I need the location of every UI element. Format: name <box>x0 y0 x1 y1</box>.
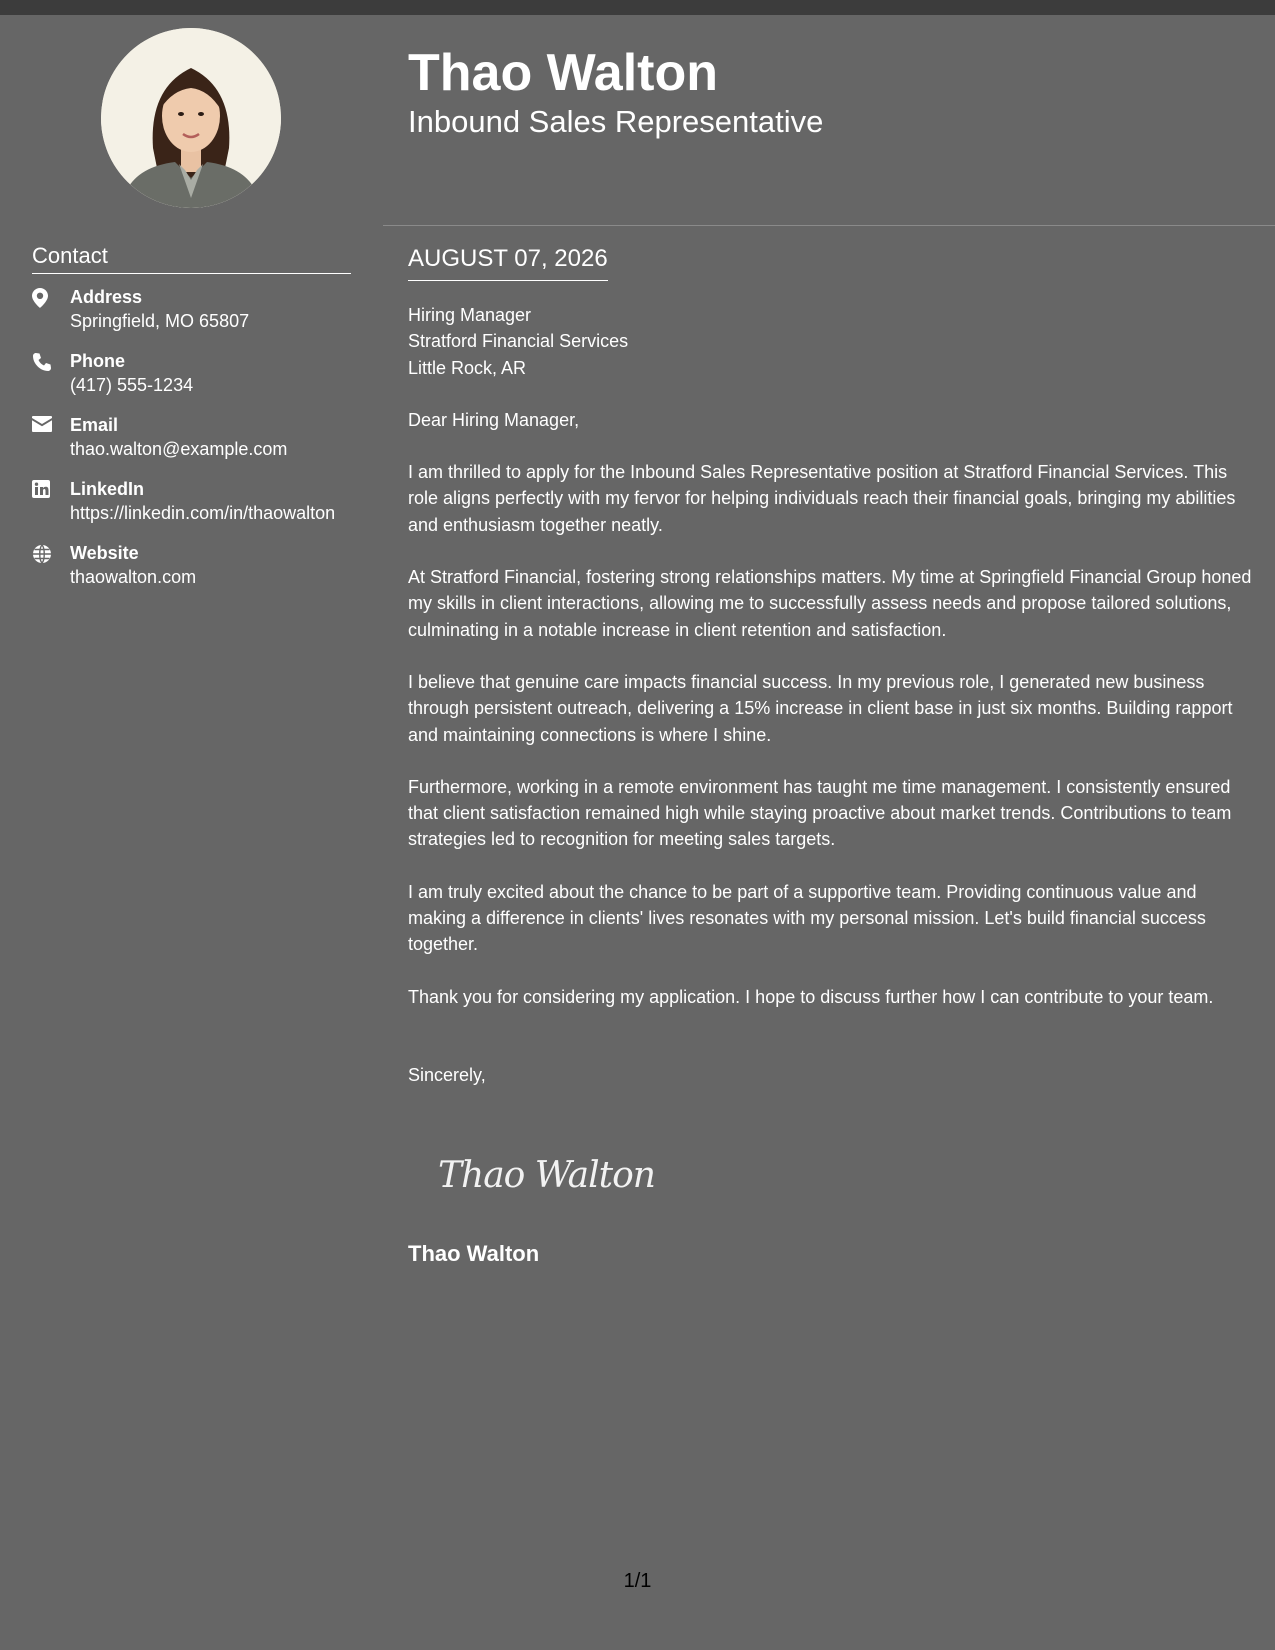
envelope-icon <box>32 413 70 461</box>
recipient-line: Little Rock, AR <box>408 357 527 378</box>
job-title: Inbound Sales Representative <box>408 104 824 139</box>
phone-icon <box>32 349 70 397</box>
contact-value: Springfield, MO 65807 <box>70 311 250 331</box>
recipient-line: Hiring Manager <box>408 305 532 325</box>
contact-label: Website <box>70 543 139 563</box>
contact-list <box>32 285 352 605</box>
contact-heading: Contact <box>32 241 351 274</box>
contact-label: Address <box>70 287 143 307</box>
salutation: Dear Hiring Manager, <box>408 409 580 430</box>
paragraph: Furthermore, working in a remote environment has taught me time management. I consistently ensured that client satisfaction remained high while staying proactive about market trends. Contributions to team strategies led to recognition for meeting sales targets. <box>408 776 1232 850</box>
contact-label: LinkedIn <box>70 479 145 499</box>
contact-value[interactable]: thaowalton.com <box>70 567 197 587</box>
closing: Sincerely, <box>408 1064 486 1085</box>
signer-name: Thao Walton <box>408 1241 540 1266</box>
contact-value[interactable]: thao.walton@example.com <box>70 439 288 459</box>
contact-item-phone <box>32 349 352 397</box>
portrait-illustration <box>101 28 281 208</box>
profile-photo <box>101 28 281 208</box>
header-divider <box>383 225 1275 226</box>
contact-value: (417) 555-1234 <box>70 375 194 395</box>
sidebar <box>0 15 383 1650</box>
linkedin-icon <box>32 477 70 525</box>
applicant-name: Thao Walton <box>408 44 719 102</box>
contact-label: Email <box>70 415 119 435</box>
signature: Thao Walton <box>438 1155 655 1196</box>
contact-item-linkedin <box>32 477 352 525</box>
top-bar <box>0 0 1275 15</box>
paragraph: I believe that genuine care impacts financial success. In my previous role, I generated new business through persistent outreach, delivering a 15% increase in client base in just six months. Building rapport and maintaining connections is where I shine. <box>408 671 1233 745</box>
paragraph: Thank you for considering my application. I hope to discuss further how I can contribute to your team. <box>408 986 1214 1007</box>
letter-date: AUGUST 07, 2026 <box>408 243 608 281</box>
paragraph: I am thrilled to apply for the Inbound Sales Representative position at Stratford Financial Services. This role aligns perfectly with my fervor for helping individuals reach their financial goals, bringing my abilities and enthusiasm together neatly. <box>408 462 1236 535</box>
contact-label: Phone <box>70 351 126 371</box>
letter-body <box>408 302 1253 1088</box>
paragraph: At Stratford Financial, fostering strong relationships matters. My time at Springfield Financial Group honed my skills in client interactions, allowing me to successfully assess needs and propose tailored solutions, culminating in a notable increase in client retention and satisfaction. <box>408 567 1252 640</box>
contact-value[interactable]: https://linkedin.com/in/thaowalton <box>70 503 336 523</box>
globe-icon <box>32 541 70 589</box>
map-pin-icon <box>32 285 70 333</box>
recipient-line: Stratford Financial Services <box>408 331 629 352</box>
contact-item-email <box>32 413 352 461</box>
contact-item-address <box>32 285 352 333</box>
recipient-block <box>408 302 1253 381</box>
page-number: 1/1 <box>623 1570 652 1592</box>
contact-item-website <box>32 541 352 589</box>
paragraph: I am truly excited about the chance to be part of a supportive team. Providing continuous value and making a difference in clients' lives resonates with my personal mission. Let's build financial success together. <box>408 881 1206 955</box>
